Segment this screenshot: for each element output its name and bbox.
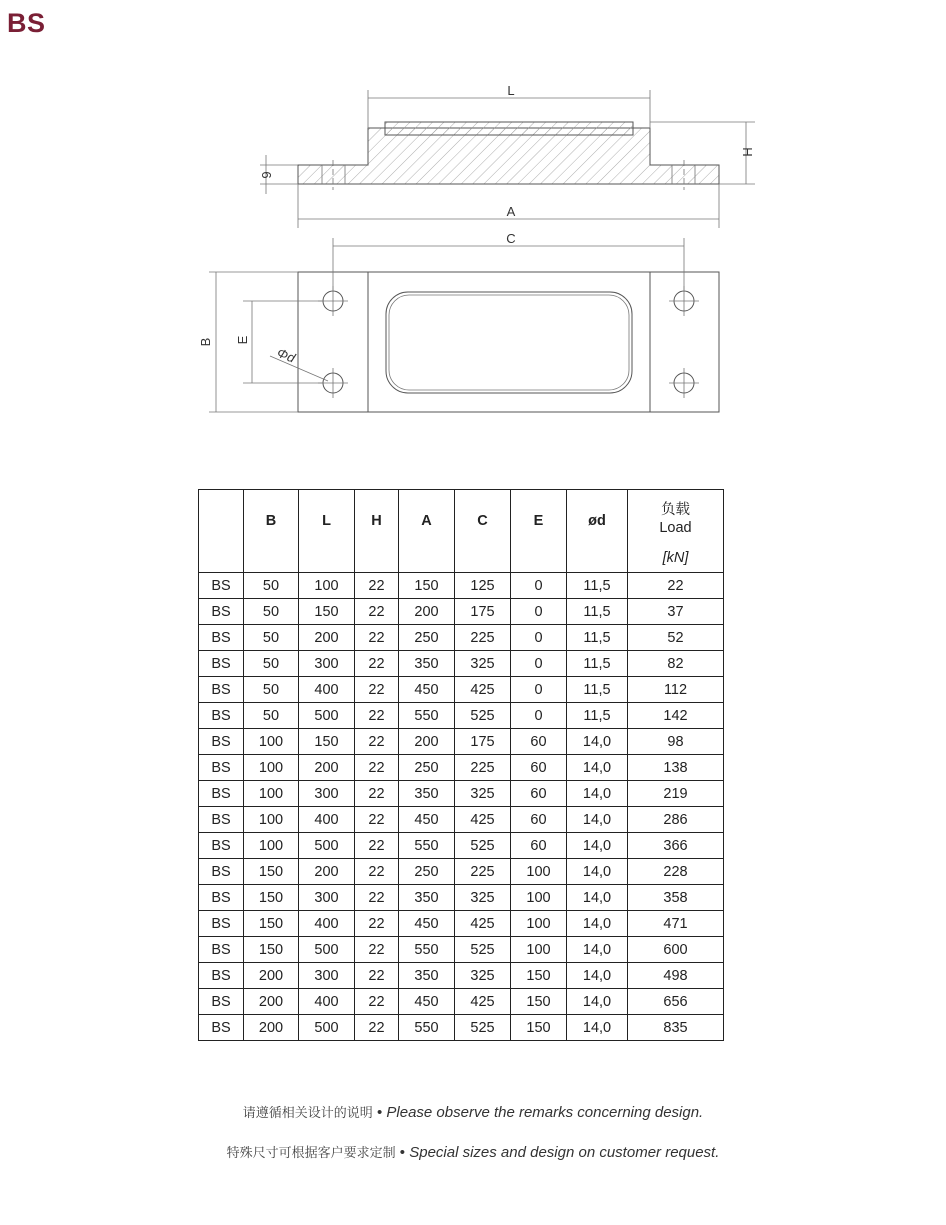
- table-cell: 22: [355, 807, 399, 833]
- table-row: [199, 573, 724, 599]
- load-header-unit: [kN]: [662, 550, 689, 566]
- table-cell: 450: [399, 989, 455, 1015]
- table-cell: 350: [399, 781, 455, 807]
- table-cell: 60: [511, 807, 567, 833]
- table-cell: 175: [455, 599, 511, 625]
- table-cell: 200: [244, 963, 299, 989]
- side-view: [259, 83, 755, 228]
- table-cell: 150: [244, 859, 299, 885]
- table-row: [199, 625, 724, 651]
- table-row: [199, 729, 724, 755]
- brand-title: BS: [7, 8, 46, 38]
- table-cell: 22: [628, 573, 724, 599]
- table-cell: 22: [355, 833, 399, 859]
- header-cell: B: [244, 490, 299, 573]
- table-cell: 150: [244, 937, 299, 963]
- table-cell: 150: [511, 963, 567, 989]
- table-row: [199, 989, 724, 1015]
- table-cell: 150: [244, 885, 299, 911]
- table-cell: 200: [299, 755, 355, 781]
- table-cell: 200: [299, 625, 355, 651]
- table-row: [199, 755, 724, 781]
- table-body: [199, 573, 724, 1041]
- table-cell: 100: [244, 729, 299, 755]
- table-row: [199, 911, 724, 937]
- table-cell: 225: [455, 755, 511, 781]
- table-cell: 525: [455, 1015, 511, 1041]
- table-cell: 14,0: [567, 963, 628, 989]
- table-cell: 150: [299, 599, 355, 625]
- table-cell: 22: [355, 859, 399, 885]
- table-cell: 200: [244, 1015, 299, 1041]
- table-cell: 0: [511, 625, 567, 651]
- table-row: [199, 833, 724, 859]
- table-cell: 425: [455, 807, 511, 833]
- table-cell: BS: [199, 911, 244, 937]
- header-cell: [199, 490, 244, 573]
- table-cell: 350: [399, 885, 455, 911]
- table-cell: 22: [355, 911, 399, 937]
- table-cell: 11,5: [567, 677, 628, 703]
- table-cell: 200: [299, 859, 355, 885]
- load-header-cn: 负载: [661, 502, 690, 518]
- table-cell: 175: [455, 729, 511, 755]
- table-cell: 525: [455, 937, 511, 963]
- table-cell: 150: [511, 989, 567, 1015]
- table-cell: 550: [399, 833, 455, 859]
- table-cell: 0: [511, 677, 567, 703]
- table-cell: 125: [455, 573, 511, 599]
- table-cell: 498: [628, 963, 724, 989]
- table-cell: 656: [628, 989, 724, 1015]
- table-cell: BS: [199, 859, 244, 885]
- table-cell: 50: [244, 703, 299, 729]
- table-cell: BS: [199, 937, 244, 963]
- dim-label-e: E: [235, 335, 250, 345]
- table-cell: 22: [355, 703, 399, 729]
- table-cell: 22: [355, 755, 399, 781]
- bullet: •: [376, 1104, 383, 1121]
- specification-table: [198, 489, 724, 1041]
- table-cell: 50: [244, 651, 299, 677]
- table-cell: 60: [511, 833, 567, 859]
- table-cell: 52: [628, 625, 724, 651]
- table-cell: 425: [455, 911, 511, 937]
- table-cell: 400: [299, 911, 355, 937]
- table-cell: 358: [628, 885, 724, 911]
- header-cell: ød: [567, 490, 628, 573]
- table-cell: 325: [455, 781, 511, 807]
- table-cell: 22: [355, 729, 399, 755]
- table-cell: BS: [199, 963, 244, 989]
- header-cell: A: [399, 490, 455, 573]
- table-cell: 500: [299, 703, 355, 729]
- table-cell: 11,5: [567, 651, 628, 677]
- table-cell: 471: [628, 911, 724, 937]
- table-cell: BS: [199, 703, 244, 729]
- table-cell: 50: [244, 599, 299, 625]
- dim-label-d: Φd: [274, 344, 298, 366]
- table-cell: 286: [628, 807, 724, 833]
- table-cell: 225: [455, 625, 511, 651]
- table-cell: 112: [628, 677, 724, 703]
- table-cell: 525: [455, 833, 511, 859]
- dim-label-l: L: [507, 83, 515, 98]
- table-cell: 60: [511, 729, 567, 755]
- table-cell: 450: [399, 677, 455, 703]
- table-cell: 22: [355, 651, 399, 677]
- table-cell: 250: [399, 859, 455, 885]
- table-cell: 60: [511, 755, 567, 781]
- table-cell: 14,0: [567, 755, 628, 781]
- table-cell: 50: [244, 625, 299, 651]
- table-cell: 50: [244, 573, 299, 599]
- top-view: [198, 231, 719, 412]
- table-row: [199, 885, 724, 911]
- table-cell: BS: [199, 1015, 244, 1041]
- technical-drawing: [0, 0, 946, 460]
- table-row: [199, 1015, 724, 1041]
- table-cell: 150: [244, 911, 299, 937]
- table-cell: BS: [199, 885, 244, 911]
- table-row: [199, 859, 724, 885]
- table-cell: 0: [511, 573, 567, 599]
- table-cell: 11,5: [567, 599, 628, 625]
- table-cell: 150: [299, 729, 355, 755]
- table-cell: BS: [199, 677, 244, 703]
- note-design-cn: 请遵循相关设计的说明: [242, 1105, 373, 1120]
- table-row: [199, 703, 724, 729]
- table-cell: 11,5: [567, 625, 628, 651]
- table-cell: 550: [399, 703, 455, 729]
- header-cell: E: [511, 490, 567, 573]
- note-special-sizes: [0, 1142, 946, 1161]
- table-cell: BS: [199, 833, 244, 859]
- table-cell: BS: [199, 599, 244, 625]
- table-row: [199, 781, 724, 807]
- table-cell: 250: [399, 755, 455, 781]
- table-cell: 14,0: [567, 781, 628, 807]
- table-cell: 450: [399, 807, 455, 833]
- table-cell: 22: [355, 885, 399, 911]
- table-cell: 14,0: [567, 1015, 628, 1041]
- header-cell: H: [355, 490, 399, 573]
- table-cell: 100: [511, 937, 567, 963]
- table-header-row: [199, 490, 724, 573]
- table-cell: 500: [299, 1015, 355, 1041]
- table-cell: 325: [455, 885, 511, 911]
- table-cell: 200: [399, 729, 455, 755]
- table-cell: 366: [628, 833, 724, 859]
- table-cell: 100: [299, 573, 355, 599]
- table-cell: 14,0: [567, 833, 628, 859]
- table-cell: BS: [199, 755, 244, 781]
- table-cell: 11,5: [567, 703, 628, 729]
- table-cell: 550: [399, 1015, 455, 1041]
- table-cell: 200: [399, 599, 455, 625]
- table-cell: 14,0: [567, 859, 628, 885]
- table-cell: BS: [199, 989, 244, 1015]
- table-cell: 14,0: [567, 885, 628, 911]
- table-cell: 0: [511, 599, 567, 625]
- table-cell: 835: [628, 1015, 724, 1041]
- note-design-en: Please observe the remarks concerning design.: [386, 1104, 704, 1121]
- table-cell: 250: [399, 625, 455, 651]
- table-cell: 22: [355, 677, 399, 703]
- table-cell: 14,0: [567, 937, 628, 963]
- table-cell: 150: [511, 1015, 567, 1041]
- table-cell: BS: [199, 651, 244, 677]
- table-cell: 22: [355, 1015, 399, 1041]
- table-row: [199, 963, 724, 989]
- note-special-cn: 特殊尺寸可根据客户要求定制: [226, 1145, 396, 1160]
- table-cell: 142: [628, 703, 724, 729]
- table-row: [199, 937, 724, 963]
- table-cell: 22: [355, 963, 399, 989]
- table-cell: 22: [355, 937, 399, 963]
- table-cell: 350: [399, 963, 455, 989]
- table-cell: 300: [299, 781, 355, 807]
- table-cell: 100: [244, 781, 299, 807]
- table-cell: 14,0: [567, 911, 628, 937]
- table-cell: 300: [299, 963, 355, 989]
- table-cell: 325: [455, 963, 511, 989]
- dim-label-h: H: [740, 147, 755, 157]
- table-cell: 425: [455, 989, 511, 1015]
- header-cell: C: [455, 490, 511, 573]
- table-cell: 150: [399, 573, 455, 599]
- table-cell: 400: [299, 677, 355, 703]
- table-cell: 22: [355, 599, 399, 625]
- table-cell: BS: [199, 573, 244, 599]
- table-cell: 50: [244, 677, 299, 703]
- table-cell: 550: [399, 937, 455, 963]
- table-cell: 0: [511, 651, 567, 677]
- header-cell: L: [299, 490, 355, 573]
- table-cell: 525: [455, 703, 511, 729]
- table-cell: 37: [628, 599, 724, 625]
- table-cell: 14,0: [567, 989, 628, 1015]
- table-cell: 600: [628, 937, 724, 963]
- table-cell: 22: [355, 573, 399, 599]
- table-cell: 22: [355, 781, 399, 807]
- table-cell: 228: [628, 859, 724, 885]
- table-cell: BS: [199, 625, 244, 651]
- table-cell: 22: [355, 989, 399, 1015]
- table-cell: 200: [244, 989, 299, 1015]
- load-header: [628, 490, 724, 573]
- table-cell: 219: [628, 781, 724, 807]
- table-cell: 400: [299, 989, 355, 1015]
- table-row: [199, 677, 724, 703]
- dim-label-a: A: [506, 204, 516, 219]
- table-cell: BS: [199, 729, 244, 755]
- table-cell: 400: [299, 807, 355, 833]
- dim-label-c: C: [506, 231, 516, 246]
- table-cell: 22: [355, 625, 399, 651]
- bullet: •: [399, 1144, 406, 1161]
- table-cell: BS: [199, 781, 244, 807]
- table-cell: 450: [399, 911, 455, 937]
- dim-label-6: 6: [259, 171, 274, 179]
- note-design: [0, 1102, 946, 1121]
- table-row: [199, 599, 724, 625]
- table-cell: 500: [299, 937, 355, 963]
- note-special-en: Special sizes and design on customer request.: [409, 1144, 720, 1161]
- table-cell: 100: [511, 859, 567, 885]
- table-cell: 100: [511, 911, 567, 937]
- table-cell: 100: [244, 807, 299, 833]
- table-cell: 300: [299, 885, 355, 911]
- table-cell: 11,5: [567, 573, 628, 599]
- table-row: [199, 807, 724, 833]
- table-cell: BS: [199, 807, 244, 833]
- table-cell: 60: [511, 781, 567, 807]
- table-cell: 98: [628, 729, 724, 755]
- table-cell: 82: [628, 651, 724, 677]
- dim-label-b: B: [198, 337, 213, 347]
- table-cell: 100: [244, 833, 299, 859]
- table-cell: 325: [455, 651, 511, 677]
- table-cell: 350: [399, 651, 455, 677]
- table-cell: 14,0: [567, 729, 628, 755]
- table-cell: 100: [511, 885, 567, 911]
- table-cell: 500: [299, 833, 355, 859]
- table-row: [199, 651, 724, 677]
- table-cell: 0: [511, 703, 567, 729]
- load-header-en: Load: [659, 520, 692, 536]
- table-cell: 100: [244, 755, 299, 781]
- table-cell: 14,0: [567, 807, 628, 833]
- table-cell: 225: [455, 859, 511, 885]
- table-cell: 300: [299, 651, 355, 677]
- table-cell: 425: [455, 677, 511, 703]
- table-cell: 138: [628, 755, 724, 781]
